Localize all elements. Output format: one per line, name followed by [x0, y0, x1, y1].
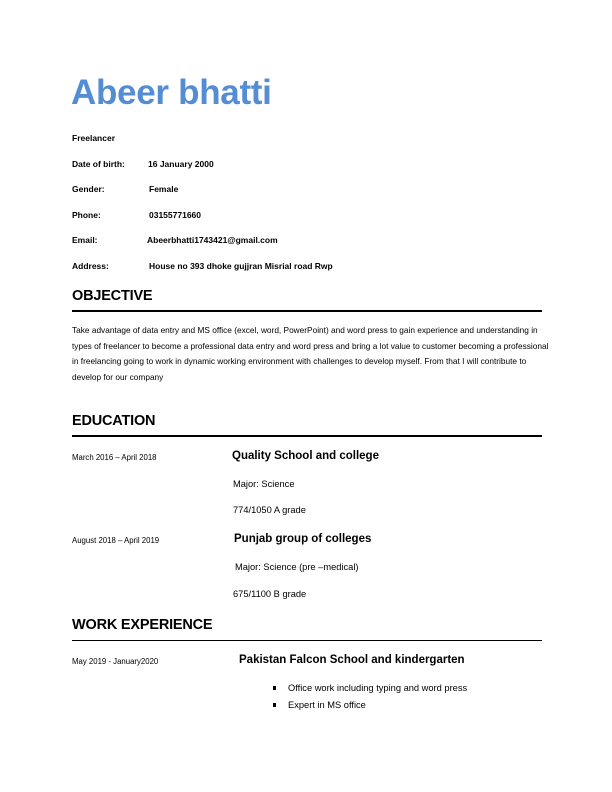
work-dates: May 2019 - January2020 [72, 657, 159, 666]
bullet-icon [273, 686, 276, 690]
work-employer: Pakistan Falcon School and kindergarten [239, 654, 465, 666]
objective-divider [72, 310, 542, 312]
education-major: Major: Science (pre –medical) [235, 562, 359, 572]
education-grade: 675/1100 B grade [233, 589, 307, 599]
work-heading: WORK EXPERIENCE [72, 617, 213, 633]
education-major: Major: Science [233, 479, 295, 489]
objective-text: Take advantage of data entry and MS office (excel, word, PowerPoint) and word press to gain experience and understanding in types of freelancer to become a professional data entry and word press and bring a lot value to customer becoming a professional in freelancing going to work in dynamic working environment with challenges to develop myself. From that I will contribute to develop for our company [72, 325, 549, 382]
headline: Freelancer [72, 133, 115, 143]
work-bullet: Office work including typing and word press [288, 683, 468, 693]
address-label: Address: [72, 261, 109, 271]
candidate-name: Abeer bhatti [71, 73, 272, 112]
education-dates: March 2016 – April 2018 [72, 453, 157, 462]
email-label: Email: [72, 235, 98, 245]
education-grade: 774/1050 A grade [233, 505, 306, 515]
education-school: Quality School and college [232, 450, 379, 462]
education-school: Punjab group of colleges [234, 533, 372, 545]
phone-label: Phone: [72, 210, 101, 220]
email-value: Abeerbhatti1743421@gmail.com [147, 235, 278, 245]
address-value: House no 393 dhoke gujjran Misrial road Rwp [149, 261, 333, 271]
work-bullet: Expert in MS office [288, 700, 366, 710]
dob-label: Date of birth: [72, 159, 125, 169]
education-divider [72, 435, 542, 437]
work-divider [72, 640, 542, 641]
phone-value: 03155771660 [149, 210, 202, 220]
bullet-icon [273, 703, 276, 707]
gender-label: Gender: [72, 184, 105, 194]
gender-value: Female [149, 184, 179, 194]
dob-value: 16 January 2000 [148, 159, 214, 169]
objective-heading: OBJECTIVE [72, 288, 153, 304]
education-dates: August 2018 – April 2019 [72, 536, 160, 545]
education-heading: EDUCATION [72, 413, 156, 429]
